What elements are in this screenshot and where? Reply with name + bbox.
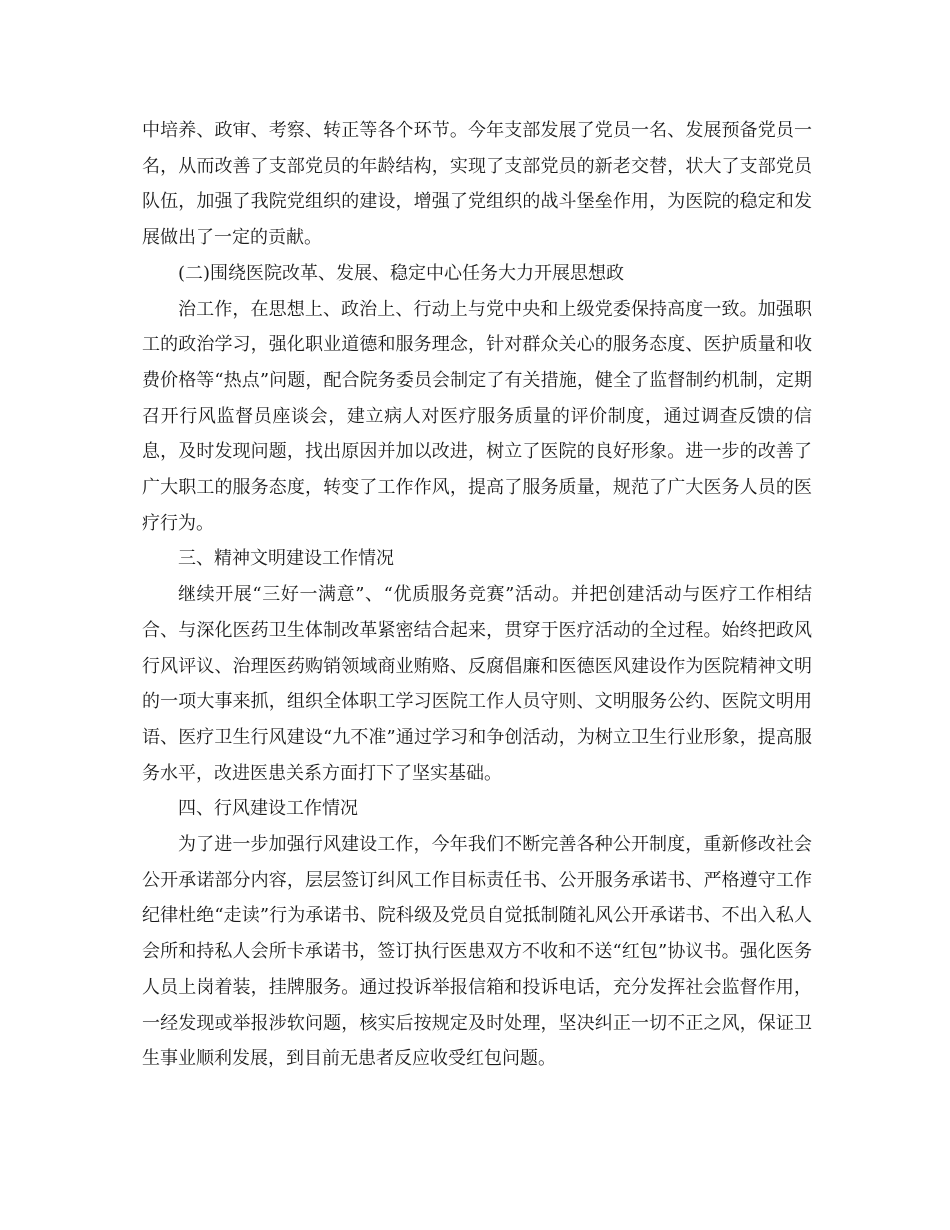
paragraph-political-work: 治工作，在思想上、政治上、行动上与党中央和上级党委保持高度一致。加强职工的政治学习，强化职业道德和服务理念，针对群众关心的服务态度、医护质量和收费价格等“热点”问题，配合院务委员会制定了有关措施，健全了监督制约机制，定期召开行风监督员座谈会，建立病人对医疗服务质量的评价制度，通过调查反馈的信息，及时发现问题，找出原因并加以改进，树立了医院的良好形象。进一步的改善了广大职工的服务态度，转变了工作作风，提高了服务质量，规范了广大医务人员的医疗行为。 (142, 298, 812, 534)
paragraph-spiritual-civilization: 继续开展“三好一满意”、“优质服务竞赛”活动。并把创建活动与医疗工作相结合、与深化医药卫生体制改革紧密结合起来，贯穿于医疗活动的全过程。始终把政风行风评议、治理医药购销领域商业贿赂、反腐倡廉和医德医风建设作为医院精神文明的一项大事来抓，组织全体职工学习医院工作人员守则、文明服务公约、医院文明用语、医疗卫生行风建设“九不准”通过学习和争创活动，为树立卫生行业形象，提高服务水平，改进医患关系方面打下了坚实基础。 (142, 584, 812, 784)
paragraph-conduct-construction: 为了进一步加强行风建设工作，今年我们不断完善各种公开制度，重新修改社会公开承诺部分内容，层层签订纠风工作目标责任书、公开服务承诺书、严格遵守工作纪律杜绝“走读”行为承诺书、院科级及党员自觉抵制随礼风公开承诺书、不出入私人会所和持私人会所卡承诺书，签订执行医患双方不收和不送“红包”协议书。强化医务人员上岗着装，挂牌服务。通过投诉举报信箱和投诉电话，充分发挥社会监督作用，一经发现或举报涉软问题，核实后按规定及时处理，坚决纠正一切不正之风，保证卫生事业顺利发展，到目前无患者反应收受红包问题。 (142, 834, 812, 1070)
heading-ideological-work: (二)围绕医院改革、发展、稳定中心任务大力开展思想政 (178, 262, 625, 284)
heading-conduct-construction: 四、行风建设工作情况 (178, 798, 358, 820)
paragraph-party-development: 中培养、政审、考察、转正等各个环节。今年支部发展了党员一名、发展预备党员一名，从而改善了支部党员的年龄结构，实现了支部党员的新老交替，状大了支部党员队伍，加强了我院党组织的建设，增强了党组织的战斗堡垒作用，为医院的稳定和发展做出了一定的贡献。 (142, 120, 812, 249)
heading-spiritual-civilization: 三、精神文明建设工作情况 (178, 548, 394, 570)
document-body (142, 113, 812, 1077)
